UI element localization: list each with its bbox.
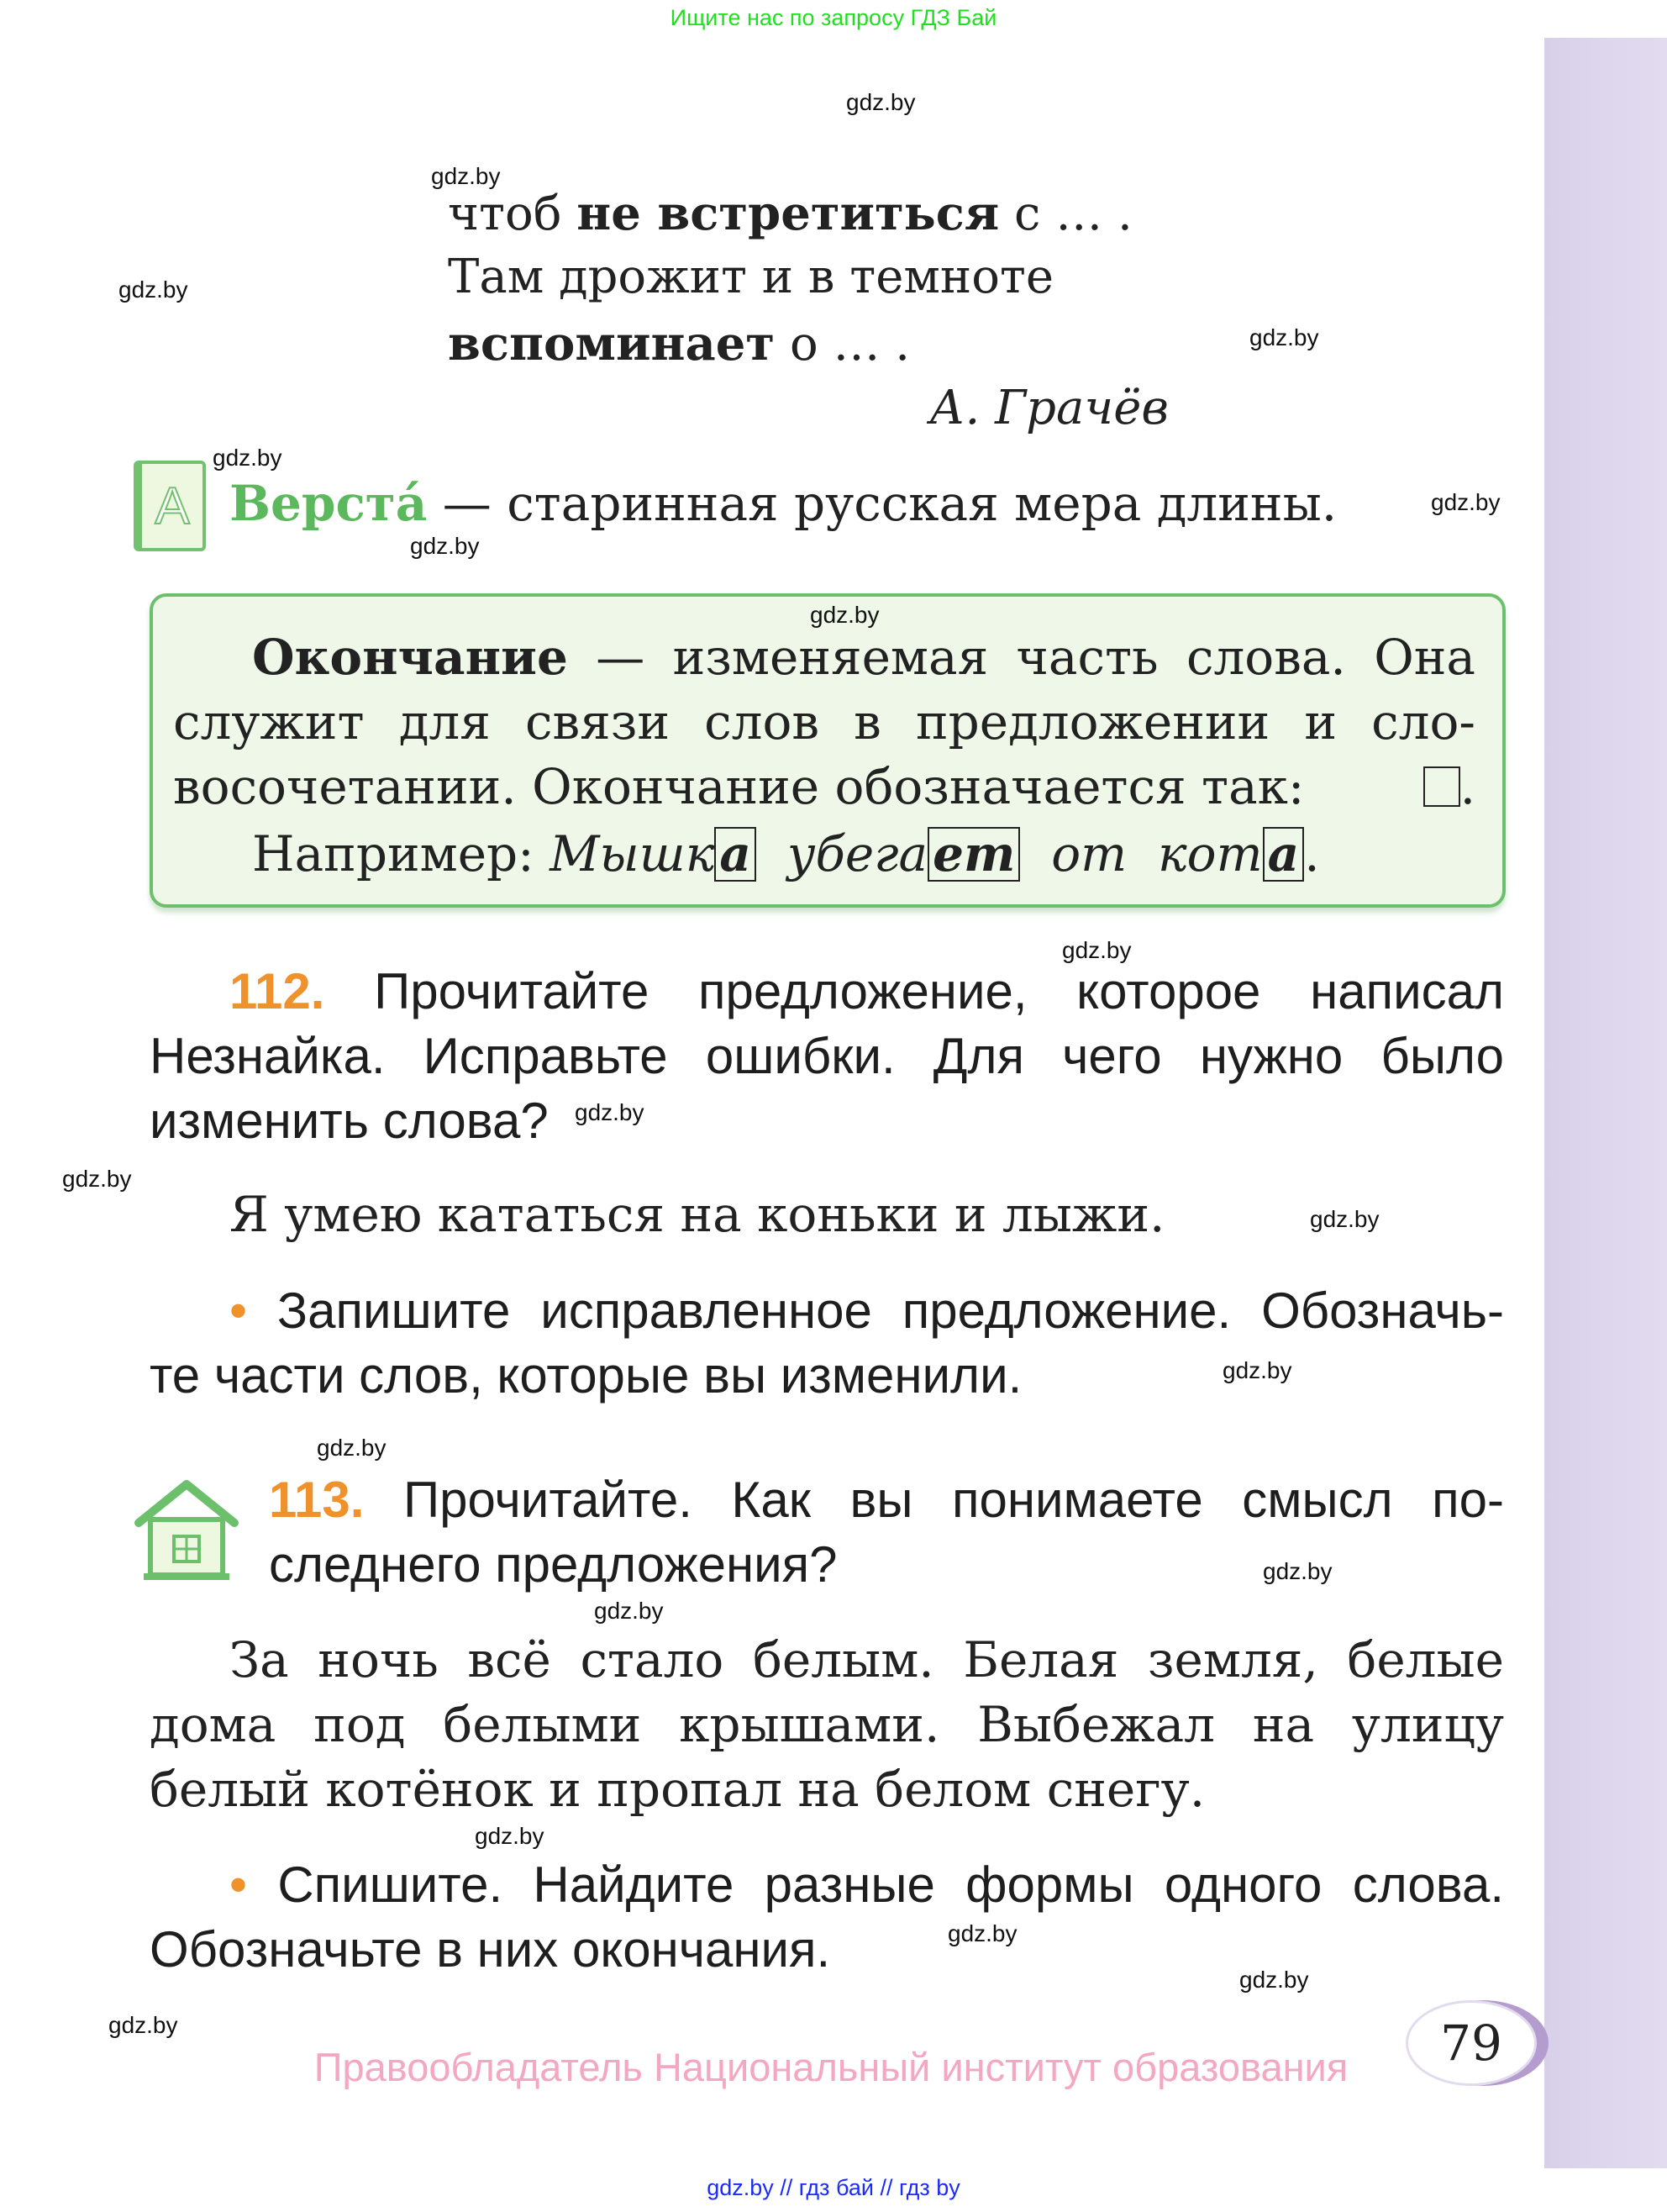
ex112-line-2: Незнайка. Исправьте ошибки. Для чего нужно было (150, 1028, 1504, 1084)
ex113-text-line-1: За ночь всё стало белым. Белая земля, белые (229, 1631, 1504, 1688)
rule-text: восочетании. Окончание обозначается так: (173, 758, 1305, 815)
exercise-number: 112. (229, 963, 325, 1019)
watermark: gdz.by (431, 163, 501, 189)
page-number: 79 (1406, 2000, 1537, 2086)
rule-example-line (252, 827, 1320, 882)
watermark: gdz.by (1239, 1967, 1309, 1993)
watermark: gdz.by (575, 1099, 644, 1125)
poem-line-3 (448, 316, 911, 371)
watermark: gdz.by (1263, 1558, 1333, 1584)
example-stem: кот (1158, 825, 1263, 882)
poem-author: А. Грачёв (929, 381, 1169, 435)
rule-text: . (1459, 758, 1475, 815)
watermark: gdz.by (1431, 489, 1501, 515)
example-word: от (1051, 825, 1128, 882)
ex112-sentence: Я умею кататься на коньки и лыжи. (229, 1186, 1165, 1243)
ex113-text-line-2: дома под белыми крышами. Выбежал на улицу (150, 1696, 1504, 1753)
rule-line-1 (252, 629, 1475, 686)
watermark: gdz.by (948, 1920, 1018, 1946)
poem-text: с … . (999, 187, 1133, 241)
ex113-line-2: следнего предложения? (269, 1536, 838, 1593)
decorative-alphabet-sidebar (1544, 38, 1667, 2168)
exercise-number: 113. (269, 1472, 365, 1528)
poem-bold-text: не встретиться (576, 186, 1000, 241)
footer-links: gdz.by // гдз бай // гдз by (707, 2175, 960, 2200)
watermark: gdz.by (810, 602, 880, 628)
watermark: gdz.by (475, 1823, 544, 1849)
exercise-text: Прочитайте предложение, которое написал (324, 963, 1504, 1019)
dictionary-book-icon: А (134, 461, 206, 551)
ex112-task-line-1 (229, 1282, 1504, 1339)
example-ending: а (1263, 827, 1305, 882)
example-ending: а (714, 827, 756, 882)
poem-text: о … . (775, 317, 911, 371)
bullet-icon: • (229, 1856, 248, 1913)
ex113-task-line-2: Обозначьте в них окончания. (150, 1921, 831, 1978)
rule-text: . (1304, 825, 1320, 882)
watermark: gdz.by (62, 1166, 132, 1192)
vocab-definition (229, 475, 1338, 532)
watermark: gdz.by (1310, 1206, 1380, 1232)
exercise-text: Прочитайте. Как вы понимаете смысл по- (364, 1472, 1504, 1528)
ex112-line-3: изменить слова? (150, 1093, 549, 1149)
watermark: gdz.by (317, 1435, 387, 1461)
example-stem: Мышк (550, 825, 715, 882)
vocab-definition-text: — старинная русская мера длины. (427, 475, 1338, 532)
watermark: gdz.by (594, 1598, 664, 1624)
watermark: gdz.by (846, 89, 916, 115)
poem-line-1 (448, 186, 1133, 241)
ending-symbol-box (1423, 766, 1460, 807)
ex113-text-line-3: белый котёнок и пропал на белом снегу. (150, 1761, 1206, 1818)
watermark: gdz.by (1062, 937, 1132, 963)
home-task-icon (134, 1479, 239, 1582)
watermark: gdz.by (1223, 1357, 1292, 1383)
copyright-notice: Правообладатель Национальный институт образования (313, 2045, 1349, 2089)
ex112-task-line-2: те части слов, которые вы изменили. (150, 1347, 1023, 1404)
task-text: Спишите. Найдите разные формы одного слова. (277, 1856, 1504, 1913)
watermark: gdz.by (1249, 324, 1319, 350)
bullet-icon: • (229, 1282, 248, 1339)
watermark: gdz.by (213, 445, 282, 471)
rule-line-3 (173, 758, 1475, 815)
rule-text: — изменяемая часть слова. Она (567, 629, 1475, 686)
ex112-line-1 (229, 963, 1504, 1019)
watermark: gdz.by (118, 276, 188, 303)
example-label: Например: (252, 825, 550, 882)
watermark: gdz.by (410, 533, 480, 559)
search-hint-banner: Ищите нас по запросу ГДЗ Бай (670, 5, 997, 30)
ex113-task-line-1 (229, 1856, 1504, 1913)
rule-term: Окончание (252, 629, 568, 686)
rule-line-2: служит для связи слов в предложении и сло- (173, 693, 1475, 750)
poem-line-2: Там дрожит и в темноте (448, 250, 1054, 304)
watermark: gdz.by (108, 2012, 178, 2038)
vocab-word: Верста́ (229, 475, 428, 532)
example-ending: ет (928, 827, 1020, 882)
ex113-line-1 (269, 1472, 1504, 1528)
task-text: Запишите исправленное предложение. Обозначь- (276, 1282, 1504, 1339)
poem-text: чтоб (448, 187, 577, 241)
poem-bold-text: вспоминает (448, 316, 776, 371)
example-stem: убега (786, 825, 928, 882)
